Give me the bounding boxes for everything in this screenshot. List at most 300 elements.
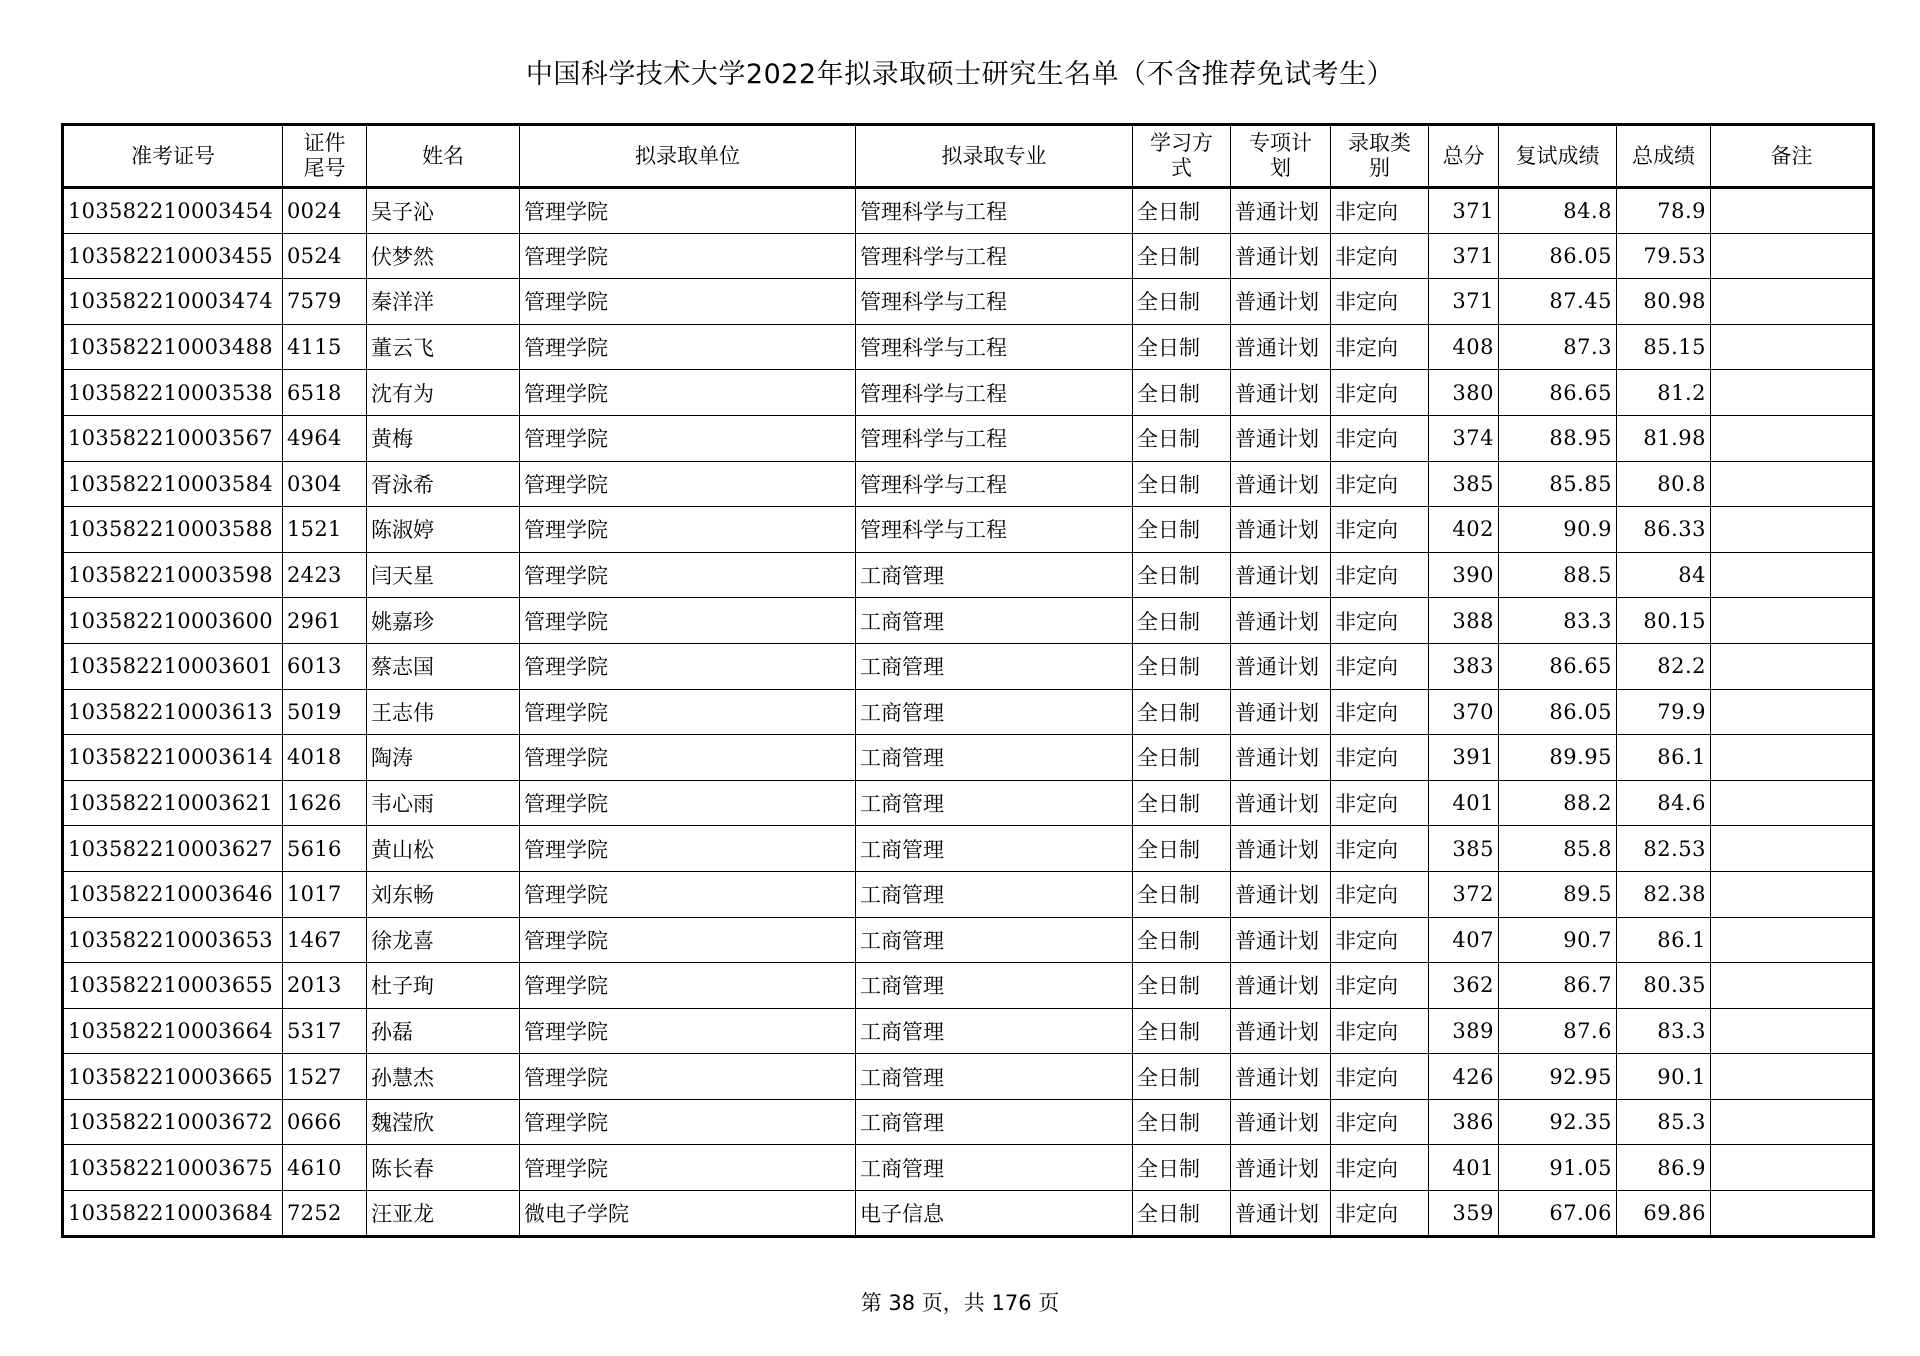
cell-unit: 管理学院 bbox=[520, 370, 856, 416]
cell-id-tail: 2013 bbox=[283, 963, 367, 1009]
cell-id-tail: 1626 bbox=[283, 780, 367, 826]
cell-total-score: 390 bbox=[1429, 552, 1499, 598]
table-row bbox=[63, 1145, 1874, 1191]
cell-retest-score: 87.3 bbox=[1499, 324, 1617, 370]
cell-admission-no: 103582210003665 bbox=[63, 1054, 283, 1100]
cell-retest-score: 83.3 bbox=[1499, 598, 1617, 644]
cell-id-tail: 5019 bbox=[283, 689, 367, 735]
cell-major: 管理科学与工程 bbox=[856, 279, 1133, 325]
column-header-admission-no: 准考证号 bbox=[63, 125, 283, 188]
cell-retest-score: 86.05 bbox=[1499, 689, 1617, 735]
cell-remark bbox=[1711, 507, 1874, 553]
cell-total-score: 372 bbox=[1429, 871, 1499, 917]
cell-retest-score: 88.2 bbox=[1499, 780, 1617, 826]
cell-major: 工商管理 bbox=[856, 552, 1133, 598]
cell-remark bbox=[1711, 461, 1874, 507]
cell-major: 工商管理 bbox=[856, 1008, 1133, 1054]
cell-study-mode: 全日制 bbox=[1133, 188, 1231, 234]
cell-retest-score: 88.95 bbox=[1499, 415, 1617, 461]
cell-major: 管理科学与工程 bbox=[856, 370, 1133, 416]
cell-major: 工商管理 bbox=[856, 917, 1133, 963]
cell-special-plan: 普通计划 bbox=[1231, 963, 1331, 1009]
cell-total-score: 371 bbox=[1429, 188, 1499, 234]
cell-category: 非定向 bbox=[1331, 1099, 1429, 1145]
cell-remark bbox=[1711, 963, 1874, 1009]
cell-special-plan: 普通计划 bbox=[1231, 826, 1331, 872]
column-header-major: 拟录取专业 bbox=[856, 125, 1133, 188]
cell-name: 胥泳希 bbox=[367, 461, 520, 507]
cell-special-plan: 普通计划 bbox=[1231, 188, 1331, 234]
cell-unit: 管理学院 bbox=[520, 917, 856, 963]
cell-major: 工商管理 bbox=[856, 598, 1133, 644]
cell-special-plan: 普通计划 bbox=[1231, 415, 1331, 461]
table-row bbox=[63, 963, 1874, 1009]
cell-unit: 管理学院 bbox=[520, 188, 856, 234]
cell-major: 工商管理 bbox=[856, 735, 1133, 781]
cell-study-mode: 全日制 bbox=[1133, 370, 1231, 416]
cell-retest-score: 89.5 bbox=[1499, 871, 1617, 917]
cell-name: 汪亚龙 bbox=[367, 1191, 520, 1237]
cell-total-score: 388 bbox=[1429, 598, 1499, 644]
cell-major: 管理科学与工程 bbox=[856, 461, 1133, 507]
cell-total-score: 370 bbox=[1429, 689, 1499, 735]
cell-total-score: 408 bbox=[1429, 324, 1499, 370]
cell-category: 非定向 bbox=[1331, 963, 1429, 1009]
cell-id-tail: 7252 bbox=[283, 1191, 367, 1237]
cell-admission-no: 103582210003584 bbox=[63, 461, 283, 507]
cell-unit: 管理学院 bbox=[520, 735, 856, 781]
cell-admission-no: 103582210003614 bbox=[63, 735, 283, 781]
cell-remark bbox=[1711, 552, 1874, 598]
table-body bbox=[63, 188, 1874, 1237]
cell-category: 非定向 bbox=[1331, 689, 1429, 735]
cell-id-tail: 0666 bbox=[283, 1099, 367, 1145]
cell-name: 董云飞 bbox=[367, 324, 520, 370]
cell-study-mode: 全日制 bbox=[1133, 780, 1231, 826]
cell-unit: 管理学院 bbox=[520, 279, 856, 325]
cell-final-score: 82.38 bbox=[1617, 871, 1711, 917]
cell-name: 杜子珣 bbox=[367, 963, 520, 1009]
cell-remark bbox=[1711, 370, 1874, 416]
cell-retest-score: 90.7 bbox=[1499, 917, 1617, 963]
cell-special-plan: 普通计划 bbox=[1231, 780, 1331, 826]
cell-total-score: 401 bbox=[1429, 780, 1499, 826]
cell-category: 非定向 bbox=[1331, 1145, 1429, 1191]
cell-total-score: 374 bbox=[1429, 415, 1499, 461]
cell-major: 电子信息 bbox=[856, 1191, 1133, 1237]
cell-special-plan: 普通计划 bbox=[1231, 1099, 1331, 1145]
cell-name: 黄山松 bbox=[367, 826, 520, 872]
cell-study-mode: 全日制 bbox=[1133, 689, 1231, 735]
cell-final-score: 86.1 bbox=[1617, 735, 1711, 781]
cell-admission-no: 103582210003627 bbox=[63, 826, 283, 872]
cell-major: 工商管理 bbox=[856, 689, 1133, 735]
table-row bbox=[63, 735, 1874, 781]
cell-final-score: 90.1 bbox=[1617, 1054, 1711, 1100]
cell-retest-score: 84.8 bbox=[1499, 188, 1617, 234]
cell-special-plan: 普通计划 bbox=[1231, 1054, 1331, 1100]
cell-study-mode: 全日制 bbox=[1133, 1008, 1231, 1054]
table-row bbox=[63, 598, 1874, 644]
cell-final-score: 69.86 bbox=[1617, 1191, 1711, 1237]
table-row bbox=[63, 643, 1874, 689]
column-header-total-score: 总分 bbox=[1429, 125, 1499, 188]
cell-special-plan: 普通计划 bbox=[1231, 370, 1331, 416]
cell-major: 工商管理 bbox=[856, 1145, 1133, 1191]
cell-name: 秦洋洋 bbox=[367, 279, 520, 325]
cell-unit: 管理学院 bbox=[520, 324, 856, 370]
cell-category: 非定向 bbox=[1331, 871, 1429, 917]
cell-remark bbox=[1711, 826, 1874, 872]
cell-admission-no: 103582210003613 bbox=[63, 689, 283, 735]
cell-id-tail: 6013 bbox=[283, 643, 367, 689]
cell-name: 陈淑婷 bbox=[367, 507, 520, 553]
cell-total-score: 386 bbox=[1429, 1099, 1499, 1145]
cell-unit: 管理学院 bbox=[520, 1099, 856, 1145]
cell-retest-score: 87.6 bbox=[1499, 1008, 1617, 1054]
cell-remark bbox=[1711, 689, 1874, 735]
cell-category: 非定向 bbox=[1331, 507, 1429, 553]
table-row bbox=[63, 279, 1874, 325]
column-header-final-score: 总成绩 bbox=[1617, 125, 1711, 188]
cell-total-score: 371 bbox=[1429, 233, 1499, 279]
table-row bbox=[63, 188, 1874, 234]
cell-special-plan: 普通计划 bbox=[1231, 324, 1331, 370]
cell-name: 徐龙喜 bbox=[367, 917, 520, 963]
cell-final-score: 84 bbox=[1617, 552, 1711, 598]
cell-unit: 管理学院 bbox=[520, 780, 856, 826]
cell-major: 管理科学与工程 bbox=[856, 507, 1133, 553]
cell-retest-score: 89.95 bbox=[1499, 735, 1617, 781]
cell-retest-score: 90.9 bbox=[1499, 507, 1617, 553]
cell-unit: 管理学院 bbox=[520, 507, 856, 553]
cell-name: 黄梅 bbox=[367, 415, 520, 461]
cell-id-tail: 1527 bbox=[283, 1054, 367, 1100]
cell-final-score: 82.2 bbox=[1617, 643, 1711, 689]
cell-id-tail: 5317 bbox=[283, 1008, 367, 1054]
cell-special-plan: 普通计划 bbox=[1231, 279, 1331, 325]
cell-name: 陶涛 bbox=[367, 735, 520, 781]
cell-final-score: 81.98 bbox=[1617, 415, 1711, 461]
cell-remark bbox=[1711, 279, 1874, 325]
cell-name: 吴子沁 bbox=[367, 188, 520, 234]
cell-remark bbox=[1711, 643, 1874, 689]
cell-retest-score: 92.35 bbox=[1499, 1099, 1617, 1145]
cell-special-plan: 普通计划 bbox=[1231, 1008, 1331, 1054]
cell-final-score: 80.8 bbox=[1617, 461, 1711, 507]
cell-admission-no: 103582210003655 bbox=[63, 963, 283, 1009]
cell-final-score: 80.15 bbox=[1617, 598, 1711, 644]
cell-study-mode: 全日制 bbox=[1133, 461, 1231, 507]
cell-name: 姚嘉珍 bbox=[367, 598, 520, 644]
cell-category: 非定向 bbox=[1331, 370, 1429, 416]
cell-name: 孙磊 bbox=[367, 1008, 520, 1054]
cell-category: 非定向 bbox=[1331, 233, 1429, 279]
cell-remark bbox=[1711, 1191, 1874, 1237]
cell-total-score: 401 bbox=[1429, 1145, 1499, 1191]
cell-study-mode: 全日制 bbox=[1133, 643, 1231, 689]
cell-remark bbox=[1711, 917, 1874, 963]
cell-unit: 管理学院 bbox=[520, 963, 856, 1009]
cell-id-tail: 4018 bbox=[283, 735, 367, 781]
cell-name: 魏滢欣 bbox=[367, 1099, 520, 1145]
cell-major: 工商管理 bbox=[856, 1054, 1133, 1100]
cell-admission-no: 103582210003684 bbox=[63, 1191, 283, 1237]
cell-id-tail: 0304 bbox=[283, 461, 367, 507]
cell-final-score: 84.6 bbox=[1617, 780, 1711, 826]
cell-retest-score: 86.7 bbox=[1499, 963, 1617, 1009]
cell-final-score: 86.33 bbox=[1617, 507, 1711, 553]
table-row bbox=[63, 461, 1874, 507]
cell-total-score: 389 bbox=[1429, 1008, 1499, 1054]
table-row bbox=[63, 1008, 1874, 1054]
cell-name: 蔡志国 bbox=[367, 643, 520, 689]
cell-study-mode: 全日制 bbox=[1133, 233, 1231, 279]
cell-major: 管理科学与工程 bbox=[856, 188, 1133, 234]
cell-special-plan: 普通计划 bbox=[1231, 598, 1331, 644]
column-header-special-plan: 专项计划 bbox=[1231, 125, 1331, 188]
cell-remark bbox=[1711, 598, 1874, 644]
cell-major: 工商管理 bbox=[856, 871, 1133, 917]
column-header-category: 录取类别 bbox=[1331, 125, 1429, 188]
cell-admission-no: 103582210003672 bbox=[63, 1099, 283, 1145]
cell-final-score: 85.15 bbox=[1617, 324, 1711, 370]
cell-id-tail: 0024 bbox=[283, 188, 367, 234]
cell-unit: 微电子学院 bbox=[520, 1191, 856, 1237]
cell-special-plan: 普通计划 bbox=[1231, 507, 1331, 553]
table-row bbox=[63, 826, 1874, 872]
cell-remark bbox=[1711, 324, 1874, 370]
cell-category: 非定向 bbox=[1331, 598, 1429, 644]
column-header-unit: 拟录取单位 bbox=[520, 125, 856, 188]
cell-category: 非定向 bbox=[1331, 415, 1429, 461]
cell-total-score: 385 bbox=[1429, 461, 1499, 507]
cell-study-mode: 全日制 bbox=[1133, 917, 1231, 963]
cell-study-mode: 全日制 bbox=[1133, 279, 1231, 325]
cell-retest-score: 67.06 bbox=[1499, 1191, 1617, 1237]
cell-id-tail: 5616 bbox=[283, 826, 367, 872]
cell-study-mode: 全日制 bbox=[1133, 826, 1231, 872]
cell-total-score: 402 bbox=[1429, 507, 1499, 553]
cell-total-score: 407 bbox=[1429, 917, 1499, 963]
cell-study-mode: 全日制 bbox=[1133, 598, 1231, 644]
cell-special-plan: 普通计划 bbox=[1231, 233, 1331, 279]
cell-id-tail: 7579 bbox=[283, 279, 367, 325]
cell-remark bbox=[1711, 415, 1874, 461]
cell-special-plan: 普通计划 bbox=[1231, 735, 1331, 781]
cell-retest-score: 86.05 bbox=[1499, 233, 1617, 279]
cell-category: 非定向 bbox=[1331, 643, 1429, 689]
cell-admission-no: 103582210003455 bbox=[63, 233, 283, 279]
cell-unit: 管理学院 bbox=[520, 871, 856, 917]
table-row bbox=[63, 552, 1874, 598]
cell-id-tail: 6518 bbox=[283, 370, 367, 416]
cell-id-tail: 1467 bbox=[283, 917, 367, 963]
cell-id-tail: 0524 bbox=[283, 233, 367, 279]
cell-category: 非定向 bbox=[1331, 826, 1429, 872]
cell-admission-no: 103582210003538 bbox=[63, 370, 283, 416]
cell-major: 工商管理 bbox=[856, 1099, 1133, 1145]
cell-major: 工商管理 bbox=[856, 963, 1133, 1009]
cell-total-score: 391 bbox=[1429, 735, 1499, 781]
cell-remark bbox=[1711, 780, 1874, 826]
cell-admission-no: 103582210003653 bbox=[63, 917, 283, 963]
cell-final-score: 79.9 bbox=[1617, 689, 1711, 735]
cell-id-tail: 1521 bbox=[283, 507, 367, 553]
cell-special-plan: 普通计划 bbox=[1231, 461, 1331, 507]
cell-retest-score: 92.95 bbox=[1499, 1054, 1617, 1100]
cell-major: 管理科学与工程 bbox=[856, 415, 1133, 461]
cell-final-score: 85.3 bbox=[1617, 1099, 1711, 1145]
cell-study-mode: 全日制 bbox=[1133, 324, 1231, 370]
table-row bbox=[63, 507, 1874, 553]
table-header-row bbox=[63, 125, 1874, 188]
cell-final-score: 86.1 bbox=[1617, 917, 1711, 963]
cell-unit: 管理学院 bbox=[520, 689, 856, 735]
table-row bbox=[63, 1054, 1874, 1100]
cell-study-mode: 全日制 bbox=[1133, 552, 1231, 598]
cell-special-plan: 普通计划 bbox=[1231, 552, 1331, 598]
cell-admission-no: 103582210003567 bbox=[63, 415, 283, 461]
admission-table bbox=[61, 123, 1875, 1238]
cell-total-score: 359 bbox=[1429, 1191, 1499, 1237]
column-header-retest-score: 复试成绩 bbox=[1499, 125, 1617, 188]
cell-name: 孙慧杰 bbox=[367, 1054, 520, 1100]
cell-id-tail: 2961 bbox=[283, 598, 367, 644]
cell-unit: 管理学院 bbox=[520, 461, 856, 507]
cell-admission-no: 103582210003664 bbox=[63, 1008, 283, 1054]
cell-name: 刘东畅 bbox=[367, 871, 520, 917]
cell-special-plan: 普通计划 bbox=[1231, 689, 1331, 735]
cell-admission-no: 103582210003588 bbox=[63, 507, 283, 553]
cell-remark bbox=[1711, 735, 1874, 781]
cell-category: 非定向 bbox=[1331, 1054, 1429, 1100]
cell-unit: 管理学院 bbox=[520, 1054, 856, 1100]
cell-remark bbox=[1711, 233, 1874, 279]
cell-major: 管理科学与工程 bbox=[856, 233, 1133, 279]
cell-total-score: 385 bbox=[1429, 826, 1499, 872]
cell-retest-score: 88.5 bbox=[1499, 552, 1617, 598]
cell-category: 非定向 bbox=[1331, 279, 1429, 325]
cell-name: 沈有为 bbox=[367, 370, 520, 416]
cell-unit: 管理学院 bbox=[520, 415, 856, 461]
cell-major: 工商管理 bbox=[856, 780, 1133, 826]
cell-total-score: 362 bbox=[1429, 963, 1499, 1009]
cell-name: 闫天星 bbox=[367, 552, 520, 598]
table-row bbox=[63, 780, 1874, 826]
cell-remark bbox=[1711, 188, 1874, 234]
cell-retest-score: 85.85 bbox=[1499, 461, 1617, 507]
cell-remark bbox=[1711, 1145, 1874, 1191]
cell-category: 非定向 bbox=[1331, 188, 1429, 234]
column-header-remark: 备注 bbox=[1711, 125, 1874, 188]
cell-study-mode: 全日制 bbox=[1133, 507, 1231, 553]
cell-id-tail: 1017 bbox=[283, 871, 367, 917]
cell-special-plan: 普通计划 bbox=[1231, 871, 1331, 917]
table-row bbox=[63, 917, 1874, 963]
cell-admission-no: 103582210003474 bbox=[63, 279, 283, 325]
cell-name: 王志伟 bbox=[367, 689, 520, 735]
cell-study-mode: 全日制 bbox=[1133, 1191, 1231, 1237]
cell-study-mode: 全日制 bbox=[1133, 963, 1231, 1009]
cell-admission-no: 103582210003675 bbox=[63, 1145, 283, 1191]
column-header-id-tail: 证件尾号 bbox=[283, 125, 367, 188]
cell-study-mode: 全日制 bbox=[1133, 1145, 1231, 1191]
cell-category: 非定向 bbox=[1331, 461, 1429, 507]
table-row bbox=[63, 689, 1874, 735]
cell-id-tail: 2423 bbox=[283, 552, 367, 598]
cell-admission-no: 103582210003621 bbox=[63, 780, 283, 826]
cell-category: 非定向 bbox=[1331, 917, 1429, 963]
column-header-study-mode: 学习方式 bbox=[1133, 125, 1231, 188]
cell-category: 非定向 bbox=[1331, 1008, 1429, 1054]
cell-admission-no: 103582210003600 bbox=[63, 598, 283, 644]
cell-special-plan: 普通计划 bbox=[1231, 1191, 1331, 1237]
cell-final-score: 79.53 bbox=[1617, 233, 1711, 279]
cell-name: 韦心雨 bbox=[367, 780, 520, 826]
cell-id-tail: 4964 bbox=[283, 415, 367, 461]
table-row bbox=[63, 415, 1874, 461]
cell-major: 工商管理 bbox=[856, 826, 1133, 872]
cell-category: 非定向 bbox=[1331, 780, 1429, 826]
cell-final-score: 80.98 bbox=[1617, 279, 1711, 325]
cell-admission-no: 103582210003454 bbox=[63, 188, 283, 234]
cell-retest-score: 86.65 bbox=[1499, 370, 1617, 416]
table-row bbox=[63, 233, 1874, 279]
cell-total-score: 371 bbox=[1429, 279, 1499, 325]
cell-remark bbox=[1711, 1008, 1874, 1054]
cell-final-score: 82.53 bbox=[1617, 826, 1711, 872]
cell-final-score: 80.35 bbox=[1617, 963, 1711, 1009]
cell-unit: 管理学院 bbox=[520, 233, 856, 279]
cell-final-score: 78.9 bbox=[1617, 188, 1711, 234]
cell-special-plan: 普通计划 bbox=[1231, 917, 1331, 963]
cell-total-score: 383 bbox=[1429, 643, 1499, 689]
cell-special-plan: 普通计划 bbox=[1231, 1145, 1331, 1191]
cell-id-tail: 4115 bbox=[283, 324, 367, 370]
cell-major: 工商管理 bbox=[856, 643, 1133, 689]
cell-study-mode: 全日制 bbox=[1133, 871, 1231, 917]
cell-admission-no: 103582210003601 bbox=[63, 643, 283, 689]
cell-id-tail: 4610 bbox=[283, 1145, 367, 1191]
cell-retest-score: 87.45 bbox=[1499, 279, 1617, 325]
cell-special-plan: 普通计划 bbox=[1231, 643, 1331, 689]
cell-category: 非定向 bbox=[1331, 1191, 1429, 1237]
cell-final-score: 83.3 bbox=[1617, 1008, 1711, 1054]
cell-major: 管理科学与工程 bbox=[856, 324, 1133, 370]
cell-retest-score: 86.65 bbox=[1499, 643, 1617, 689]
table-row bbox=[63, 370, 1874, 416]
cell-study-mode: 全日制 bbox=[1133, 415, 1231, 461]
cell-category: 非定向 bbox=[1331, 552, 1429, 598]
cell-study-mode: 全日制 bbox=[1133, 1054, 1231, 1100]
column-header-name: 姓名 bbox=[367, 125, 520, 188]
table-row bbox=[63, 1191, 1874, 1237]
cell-admission-no: 103582210003598 bbox=[63, 552, 283, 598]
cell-remark bbox=[1711, 1054, 1874, 1100]
cell-unit: 管理学院 bbox=[520, 643, 856, 689]
cell-remark bbox=[1711, 1099, 1874, 1145]
table-row bbox=[63, 1099, 1874, 1145]
cell-category: 非定向 bbox=[1331, 735, 1429, 781]
page-title: 中国科学技术大学2022年拟录取硕士研究生名单（不含推荐免试考生） bbox=[525, 59, 1395, 90]
cell-admission-no: 103582210003646 bbox=[63, 871, 283, 917]
cell-study-mode: 全日制 bbox=[1133, 735, 1231, 781]
cell-total-score: 380 bbox=[1429, 370, 1499, 416]
cell-unit: 管理学院 bbox=[520, 552, 856, 598]
cell-name: 伏梦然 bbox=[367, 233, 520, 279]
cell-retest-score: 85.8 bbox=[1499, 826, 1617, 872]
